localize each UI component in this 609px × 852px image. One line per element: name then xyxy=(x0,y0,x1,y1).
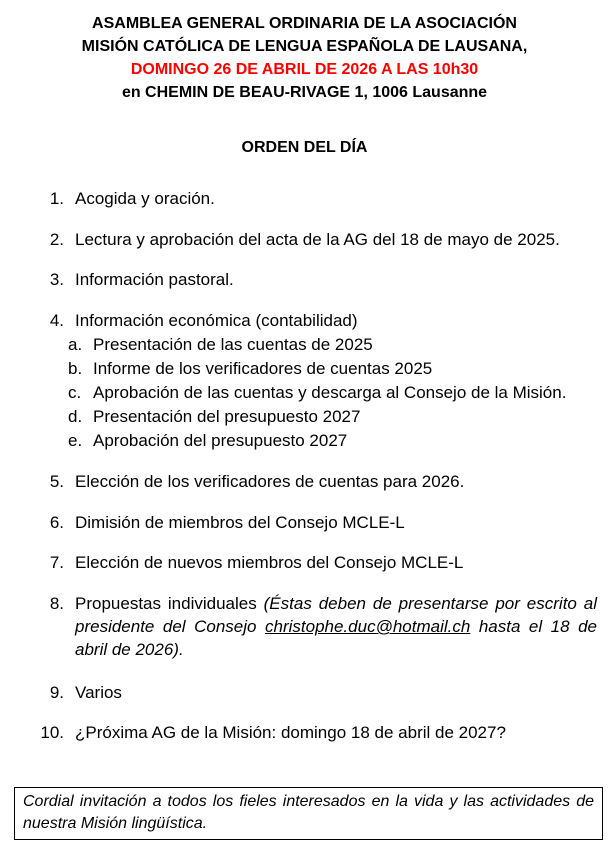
agenda-item-text: Acogida y oración. xyxy=(75,189,215,208)
document-header xyxy=(0,12,609,104)
agenda-item-text: Dimisión de miembros del Consejo MCLE-L xyxy=(75,513,405,532)
agenda-subitem-letter: d. xyxy=(68,407,83,426)
agenda-subitem-letter: a. xyxy=(68,335,83,354)
agenda-item-text: Información económica (contabilidad) xyxy=(75,311,358,330)
agenda-item-text: ¿Próxima AG de la Misión: domingo 18 de abril de 2027? xyxy=(75,723,506,742)
agenda-item-text: Información pastoral. xyxy=(75,270,234,289)
agenda-item-number: 3. xyxy=(49,270,64,289)
agenda-item-number: 9. xyxy=(49,683,64,702)
proposals-note-after: hasta el 18 de abril de 2026). xyxy=(75,617,598,659)
agenda-subitem-text: Aprobación del presupuesto 2027 xyxy=(93,431,348,450)
agenda-item-number: 1. xyxy=(49,189,64,208)
header-location: en CHEMIN DE BEAU-RIVAGE 1, 1006 Lausanne xyxy=(121,84,488,101)
agenda-title: ORDEN DEL DÍA xyxy=(241,139,368,156)
agenda-item-label: Propuestas individuales xyxy=(75,594,257,613)
invitation-box: Cordial invitación a todos los fieles interesados en la vida y las actividades de nuestra Misión lingüística. xyxy=(14,787,603,840)
agenda-item-number: 7. xyxy=(49,553,64,572)
contact-email-link[interactable]: christophe.duc@hotmail.ch xyxy=(265,617,471,636)
agenda-item-number: 6. xyxy=(49,513,64,532)
agenda-item-text: Varios xyxy=(75,683,122,702)
agenda-item-text xyxy=(75,592,597,661)
agenda-subitem-text: Presentación de las cuentas de 2025 xyxy=(93,335,373,354)
agenda-item-number: 5. xyxy=(49,472,64,491)
agenda-item-number: 4. xyxy=(49,311,64,330)
agenda-item-number: 8. xyxy=(49,594,64,613)
header-association-name: MISIÓN CATÓLICA DE LENGUA ESPAÑOLA DE LAUSANA, xyxy=(81,38,528,55)
agenda-item-number: 10. xyxy=(40,723,64,742)
proposals-note-before: (Éstas deben de presentarse por escrito al presidente del Consejo xyxy=(75,594,598,636)
agenda-subitem-letter: b. xyxy=(68,359,83,378)
agenda-item-text: Elección de nuevos miembros del Consejo MCLE-L xyxy=(75,553,464,572)
agenda-subitem-text: Presentación del presupuesto 2027 xyxy=(93,407,361,426)
agenda-subitem-text: Aprobación de las cuentas y descarga al Consejo de la Misión. xyxy=(93,383,567,402)
header-date: DOMINGO 26 DE ABRIL DE 2026 A LAS 10h30 xyxy=(130,61,479,78)
header-assembly-title: ASAMBLEA GENERAL ORDINARIA DE LA ASOCIACIÓN xyxy=(92,15,517,32)
agenda-item-number: 2. xyxy=(49,230,64,249)
agenda-subitem-letter: c. xyxy=(68,383,82,402)
agenda-item-text: Elección de los verificadores de cuentas para 2026. xyxy=(75,472,465,491)
agenda-subitem-letter: e. xyxy=(68,431,83,450)
agenda-subitem-text: Informe de los verificadores de cuentas 2025 xyxy=(93,359,433,378)
agenda-item-text: Lectura y aprobación del acta de la AG del 18 de mayo de 2025. xyxy=(75,230,560,249)
